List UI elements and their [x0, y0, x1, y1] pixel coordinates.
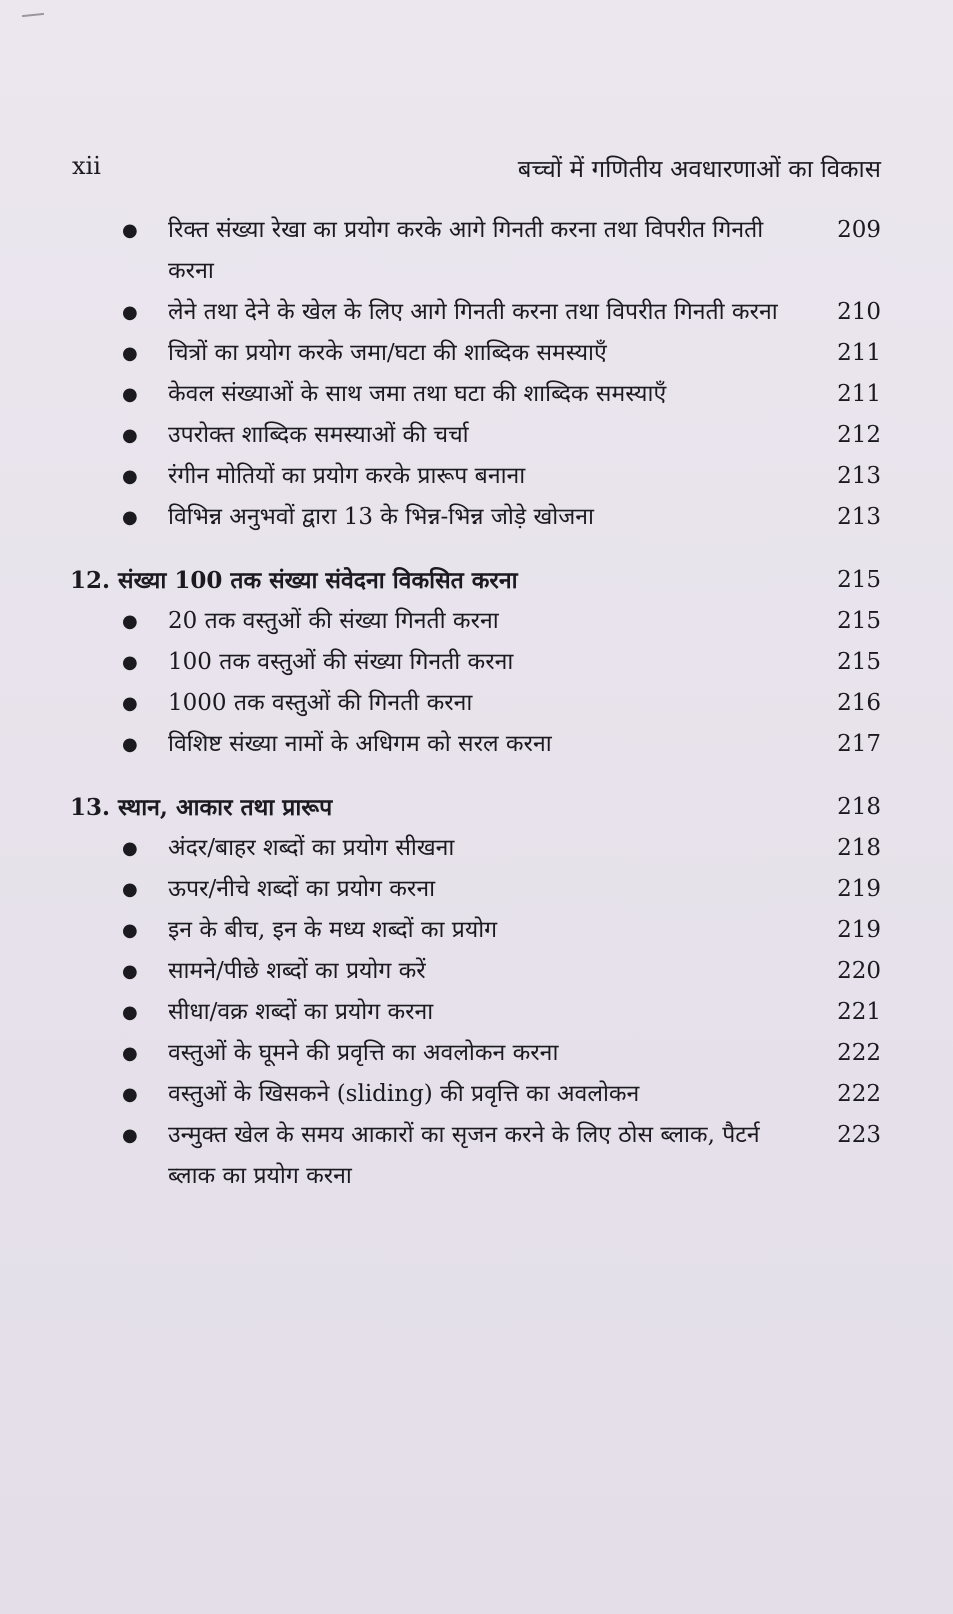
toc-entry-text: सीधा/वक्र शब्दों का प्रयोग करना — [168, 999, 434, 1025]
bullet-icon: ● — [122, 734, 138, 755]
toc-page-number: 212 — [837, 422, 881, 448]
chapter-title: 13. स्थान, आकार तथा प्रारूप — [70, 794, 333, 821]
chapter-title: 12. संख्या 100 तक संख्या संवेदना विकसित करना — [70, 567, 518, 594]
toc-group-2 — [70, 601, 881, 765]
toc-entry-text: उपरोक्त शाब्दिक समस्याओं की चर्चा — [168, 422, 469, 448]
toc-entry — [70, 683, 881, 724]
toc-entry — [70, 642, 881, 683]
bullet-icon: ● — [122, 961, 138, 982]
toc-page-number: 211 — [837, 381, 881, 407]
bullet-icon: ● — [122, 1084, 138, 1105]
toc-entry-text: 1000 तक वस्तुओं की गिनती करना — [168, 690, 473, 716]
toc-entry-text: चित्रों का प्रयोग करके जमा/घटा की शाब्दिक समस्याएँ — [168, 340, 607, 366]
toc-entry — [70, 910, 881, 951]
chapter-page-number: 218 — [837, 794, 881, 820]
corner-mark — [22, 13, 44, 17]
toc-entry — [70, 210, 881, 292]
toc-group-3 — [70, 828, 881, 1197]
bullet-icon: ● — [122, 425, 138, 446]
toc-entry — [70, 497, 881, 538]
toc-entry — [70, 828, 881, 869]
bullet-icon: ● — [122, 693, 138, 714]
bullet-icon: ● — [122, 920, 138, 941]
bullet-icon: ● — [122, 1002, 138, 1023]
toc-page-number: 215 — [837, 608, 881, 634]
toc-group-1 — [70, 210, 881, 538]
bullet-icon: ● — [122, 838, 138, 859]
toc-entry — [70, 1074, 881, 1115]
toc-entry — [70, 333, 881, 374]
bullet-icon: ● — [122, 220, 138, 241]
toc-entry — [70, 415, 881, 456]
page-header — [72, 152, 881, 192]
toc-page-number: 209 — [837, 217, 881, 243]
toc-page-number: 222 — [837, 1081, 881, 1107]
toc-page-number: 223 — [837, 1122, 881, 1148]
bullet-icon: ● — [122, 1043, 138, 1064]
toc-page-number: 216 — [837, 690, 881, 716]
bullet-icon: ● — [122, 507, 138, 528]
toc-entry-text: सामने/पीछे शब्दों का प्रयोग करें — [168, 958, 426, 984]
toc-entry-text: लेने तथा देने के खेल के लिए आगे गिनती करना तथा विपरीत गिनती करना — [168, 299, 778, 325]
chapter-page-number: 215 — [837, 567, 881, 593]
toc-page-number: 219 — [837, 876, 881, 902]
bullet-icon: ● — [122, 466, 138, 487]
toc-entry — [70, 992, 881, 1033]
toc-entry — [70, 1033, 881, 1074]
toc-entry-text: वस्तुओं के घूमने की प्रवृत्ति का अवलोकन करना — [168, 1040, 559, 1066]
toc-page-number: 220 — [837, 958, 881, 984]
page-folio: xii — [72, 152, 101, 180]
bullet-icon: ● — [122, 302, 138, 323]
toc-page-number: 218 — [837, 835, 881, 861]
chapter-12-heading — [70, 560, 881, 601]
toc-entry-text: विभिन्न अनुभवों द्वारा 13 के भिन्न-भिन्न जोड़े खोजना — [168, 504, 595, 530]
toc-entry — [70, 1115, 881, 1197]
toc-page-number: 222 — [837, 1040, 881, 1066]
chapter-13-heading — [70, 787, 881, 828]
toc-entry-text: ऊपर/नीचे शब्दों का प्रयोग करना — [168, 876, 436, 902]
toc-entry-text: रंगीन मोतियों का प्रयोग करके प्रारूप बनाना — [168, 463, 526, 489]
toc-entry — [70, 374, 881, 415]
bullet-icon: ● — [122, 1125, 138, 1146]
table-of-contents — [70, 210, 881, 1197]
bullet-icon: ● — [122, 343, 138, 364]
toc-entry-text: उन्मुक्त खेल के समय आकारों का सृजन करने के लिए ठोस ब्लाक, पैटर्न ब्लाक का प्रयोग करना — [168, 1122, 760, 1189]
toc-page-number: 217 — [837, 731, 881, 757]
toc-entry — [70, 951, 881, 992]
toc-entry-text: वस्तुओं के खिसकने (sliding) की प्रवृत्ति का अवलोकन — [168, 1081, 640, 1107]
toc-page-number: 211 — [837, 340, 881, 366]
bullet-icon: ● — [122, 384, 138, 405]
toc-page-number: 213 — [837, 463, 881, 489]
toc-page-number: 219 — [837, 917, 881, 943]
toc-entry — [70, 724, 881, 765]
toc-entry-text: विशिष्ट संख्या नामों के अधिगम को सरल करना — [168, 731, 552, 757]
toc-entry — [70, 601, 881, 642]
toc-entry — [70, 869, 881, 910]
bullet-icon: ● — [122, 879, 138, 900]
bullet-icon: ● — [122, 611, 138, 632]
toc-entry — [70, 292, 881, 333]
toc-entry-text: अंदर/बाहर शब्दों का प्रयोग सीखना — [168, 835, 455, 861]
running-title: बच्चों में गणितीय अवधारणाओं का विकास — [517, 155, 881, 183]
toc-page-number: 213 — [837, 504, 881, 530]
toc-entry — [70, 456, 881, 497]
toc-page-number: 210 — [837, 299, 881, 325]
bullet-icon: ● — [122, 652, 138, 673]
toc-entry-text: 100 तक वस्तुओं की संख्या गिनती करना — [168, 649, 514, 675]
toc-entry-text: इन के बीच, इन के मध्य शब्दों का प्रयोग — [168, 917, 498, 943]
toc-entry-text: रिक्त संख्या रेखा का प्रयोग करके आगे गिनती करना तथा विपरीत गिनती करना — [168, 217, 764, 284]
toc-page-number: 221 — [837, 999, 881, 1025]
toc-entry-text: 20 तक वस्तुओं की संख्या गिनती करना — [168, 608, 499, 634]
toc-entry-text: केवल संख्याओं के साथ जमा तथा घटा की शाब्दिक समस्याएँ — [168, 381, 667, 407]
toc-page-number: 215 — [837, 649, 881, 675]
